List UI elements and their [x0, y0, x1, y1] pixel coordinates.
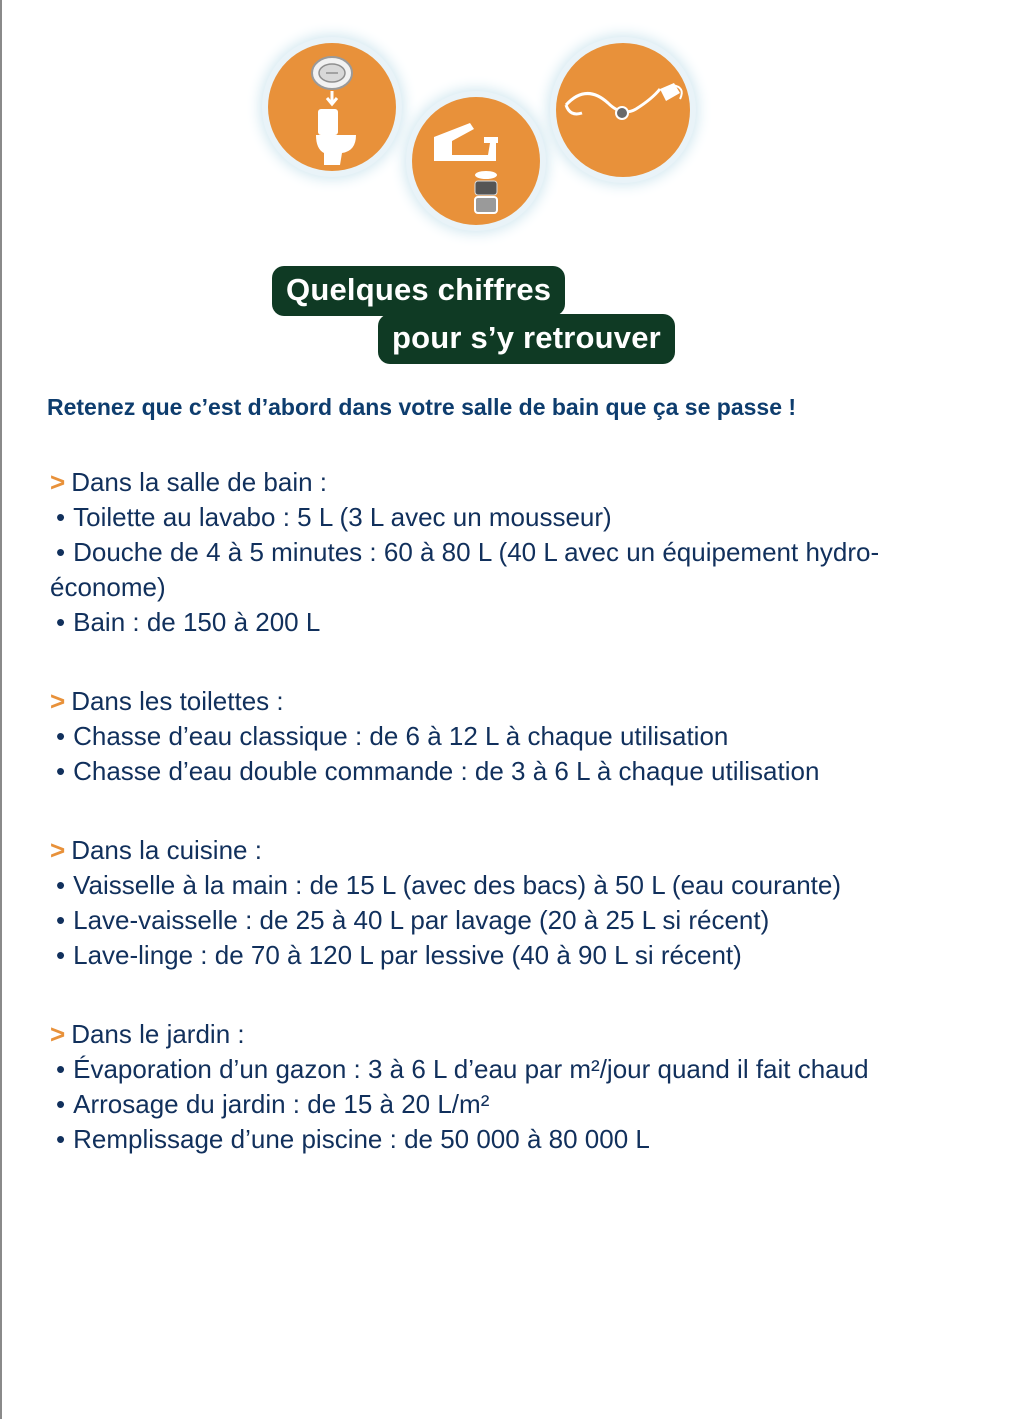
section-kitchen — [50, 833, 841, 973]
list-item: • Bain : de 150 à 200 L — [56, 607, 321, 637]
bullet-icon: • — [56, 721, 66, 751]
chevron-right-icon: > — [50, 835, 66, 865]
bullet-icon: • — [56, 870, 66, 900]
bullet-icon: • — [56, 537, 66, 567]
list-item: • Lave-linge : de 70 à 120 L par lessive (40 à 90 L si récent) — [56, 940, 742, 970]
intro-text: Retenez que c’est d’abord dans votre salle de bain que ça se passe ! — [47, 394, 797, 420]
list-item: • Remplissage d’une piscine : de 50 000 à 80 000 L — [56, 1124, 650, 1154]
list-item: • Douche de 4 à 5 minutes : 60 à 80 L (40 L avec un équipement hydro-économe) — [50, 537, 880, 602]
bullet-icon: • — [56, 940, 66, 970]
title-line-1: Quelques chiffres — [272, 266, 565, 316]
bullet-icon: • — [56, 607, 66, 637]
list-item: • Chasse d’eau classique : de 6 à 12 L à chaque utilisation — [56, 721, 729, 751]
section-heading-label: Dans la salle de bain : — [71, 467, 328, 497]
bullet-icon: • — [56, 756, 66, 786]
toilet-flush-icon — [268, 43, 396, 171]
list-item: • Arrosage du jardin : de 15 à 20 L/m² — [56, 1089, 490, 1119]
list-item: • Vaisselle à la main : de 15 L (avec des bacs) à 50 L (eau courante) — [56, 870, 842, 900]
list-item: • Toilette au lavabo : 5 L (3 L avec un mousseur) — [56, 502, 612, 532]
title-line-2: pour s’y retrouver — [378, 314, 675, 364]
bullet-icon: • — [56, 1089, 66, 1119]
list-item: • Lave-vaisselle : de 25 à 40 L par lavage (20 à 25 L si récent) — [56, 905, 770, 935]
item-list — [50, 719, 819, 789]
section-heading — [50, 684, 819, 719]
chevron-right-icon: > — [50, 1019, 66, 1049]
list-item: • Évaporation d’un gazon : 3 à 6 L d’eau par m²/jour quand il fait chaud — [56, 1054, 869, 1084]
faucet-aerator-icon — [412, 97, 540, 225]
section-heading-label: Dans le jardin : — [71, 1019, 245, 1049]
item-list — [50, 868, 841, 973]
section-heading — [50, 833, 841, 868]
page-edge-rule — [0, 0, 2, 1419]
chevron-right-icon: > — [50, 686, 66, 716]
item-list — [50, 500, 950, 640]
section-toilets — [50, 684, 819, 789]
chevron-right-icon: > — [50, 467, 66, 497]
bullet-icon: • — [56, 905, 66, 935]
bullet-icon: • — [56, 1054, 66, 1084]
item-list — [50, 1052, 869, 1157]
section-heading-label: Dans la cuisine : — [71, 835, 262, 865]
shower-hose-icon — [556, 43, 690, 177]
bullet-icon: • — [56, 1124, 66, 1154]
section-bathroom — [50, 465, 950, 640]
section-heading — [50, 1017, 869, 1052]
section-heading — [50, 465, 950, 500]
bullet-icon: • — [56, 502, 66, 532]
section-garden — [50, 1017, 869, 1157]
section-heading-label: Dans les toilettes : — [71, 686, 284, 716]
list-item: • Chasse d’eau double commande : de 3 à 6 L à chaque utilisation — [56, 756, 820, 786]
